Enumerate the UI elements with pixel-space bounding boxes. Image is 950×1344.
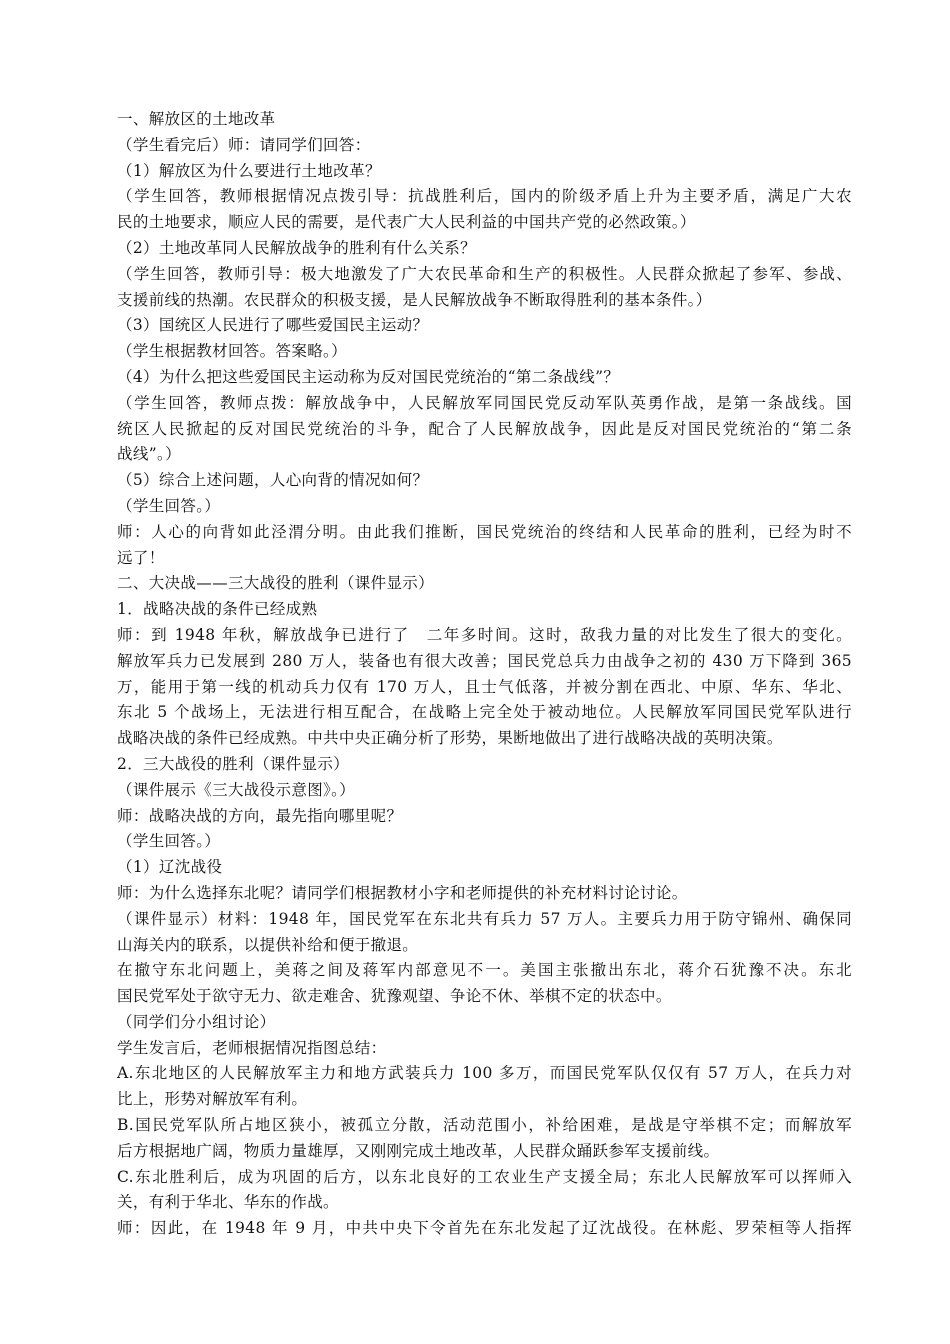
text-line: （学生回答，教师根据情况点拨引导：抗战胜利后，国内的阶级矛盾上升为主要矛盾，满足广大农: [117, 187, 852, 206]
text-line: 后方根据地广阔，物质力量雄厚，又刚刚完成土地改革，人民群众踊跃参军支援前线。: [117, 1141, 720, 1160]
question-line: （4）为什么把这些爱国民主运动称为反对国民党统治的“第二条战线”？: [117, 367, 620, 386]
subsection-heading: （1）辽沈战役: [117, 858, 223, 877]
text-line: （课件展示《三大战役示意图》。）: [117, 780, 356, 799]
subsection-heading: 2．三大战役的胜利（课件显示）: [117, 754, 350, 773]
text-line: 师：战略决战的方向，最先指向哪里呢？: [117, 806, 403, 825]
text-line: 战略决战的条件已经成熟。中共中央正确分析了形势，果断地做出了进行战略决战的英明决策。: [117, 729, 783, 748]
text-line: （学生回答。）: [117, 832, 221, 851]
text-line: 山海关内的联系，以提供补给和便于撤退。: [117, 935, 419, 954]
text-line: 师：到 1948 年秋，解放战争已进行了 二年多时间。这时，敌我力量的对比发生了很大的变化。: [117, 625, 852, 644]
document-page: [117, 107, 852, 1242]
subsection-heading: 1．战略决战的条件已经成熟: [117, 600, 318, 619]
question-line: （5）综合上述问题，人心向背的情况如何？: [117, 471, 429, 490]
question-line: （2）土地改革同人民解放战争的胜利有什么关系？: [117, 238, 476, 257]
text-line: 远了！: [117, 548, 165, 567]
text-line: A.东北地区的人民解放军主力和地方武装兵力 100 多万，而国民党军队仅仅有 57 万人，在兵力对: [117, 1064, 852, 1083]
text-line: 国民党军处于欲守无力、欲走难舍、犹豫观望、争论不休、举棋不定的状态中。: [117, 987, 672, 1006]
text-line: 学生发言后，老师根据情况指图总结：: [117, 1038, 387, 1057]
text-line: （同学们分小组讨论）: [117, 1012, 276, 1031]
text-line: （学生根据教材回答。答案略。）: [117, 342, 348, 361]
text-line: 关，有利于华北、华东的作战。: [117, 1193, 339, 1212]
section-heading: 二、大决战——三大战役的胜利（课件显示）: [117, 574, 435, 593]
text-line: 万，能用于第一线的机动兵力仅有 170 万人，且士气低落，并被分割在西北、中原、华东、华北、: [117, 677, 852, 696]
text-line: 支援前线的热潮。农民群众的积极支援，是人民解放战争不断取得胜利的基本条件。）: [117, 290, 712, 309]
text-line: 比上，形势对解放军有利。: [117, 1090, 308, 1109]
question-line: （1）解放区为什么要进行土地改革？: [117, 161, 381, 180]
text-line: （学生回答，教师点拨：解放战争中，人民解放军同国民党反动军队英勇作战，是第一条战线。国: [117, 393, 852, 412]
text-line: 战线”。）: [117, 445, 181, 464]
text-line: （学生回答，教师引导：极大地激发了广大农民革命和生产的积极性。人民群众掀起了参军、参战、: [117, 264, 852, 283]
text-line: （学生回答。）: [117, 496, 221, 515]
section-heading: 一、解放区的土地改革: [117, 110, 276, 128]
text-line: （课件显示）材料：1948 年，国民党军在东北共有兵力 57 万人。主要兵力用于防守锦州、确保同: [117, 909, 852, 928]
text-line: B.国民党军队所占地区狭小，被孤立分散，活动范围小，补给困难，是战是守举棋不定；而解放军: [117, 1116, 852, 1135]
text-line: 在撤守东北问题上，美蒋之间及蒋军内部意见不一。美国主张撤出东北，蒋介石犹豫不决。东北: [117, 961, 852, 980]
text-line: 解放军兵力已发展到 280 万人，装备也有很大改善；国民党总兵力由战争之初的 430 万下降到 365: [117, 651, 852, 670]
text-line: 师：为什么选择东北呢？请同学们根据教材小字和老师提供的补充材料讨论讨论。: [117, 883, 688, 902]
text-line: 民的土地要求，顺应人民的需要，是代表广大人民利益的中国共产党的必然政策。）: [117, 213, 696, 232]
text-line: 统区人民掀起的反对国民党统治的斗争，配合了人民解放战争，因此是反对国民党统治的“第二条: [117, 419, 852, 438]
text-line: 师：因此，在 1948 年 9 月，中共中央下令首先在东北发起了辽沈战役。在林彪、罗荣桓等人指挥: [117, 1219, 852, 1238]
text-line: 师：人心的向背如此泾渭分明。由此我们推断，国民党统治的终结和人民革命的胜利，已经为时不: [117, 522, 852, 541]
text-line: 东北 5 个战场上，无法进行相互配合，在战略上完全处于被动地位。人民解放军同国民党军队进行: [117, 703, 852, 722]
question-line: （3）国统区人民进行了哪些爱国民主运动？: [117, 316, 429, 335]
text-line: C.东北胜利后，成为巩固的后方，以东北良好的工农业生产支援全局；东北人民解放军可以挥师入: [117, 1167, 852, 1186]
text-line: （学生看完后）师：请同学们回答：: [117, 135, 371, 154]
